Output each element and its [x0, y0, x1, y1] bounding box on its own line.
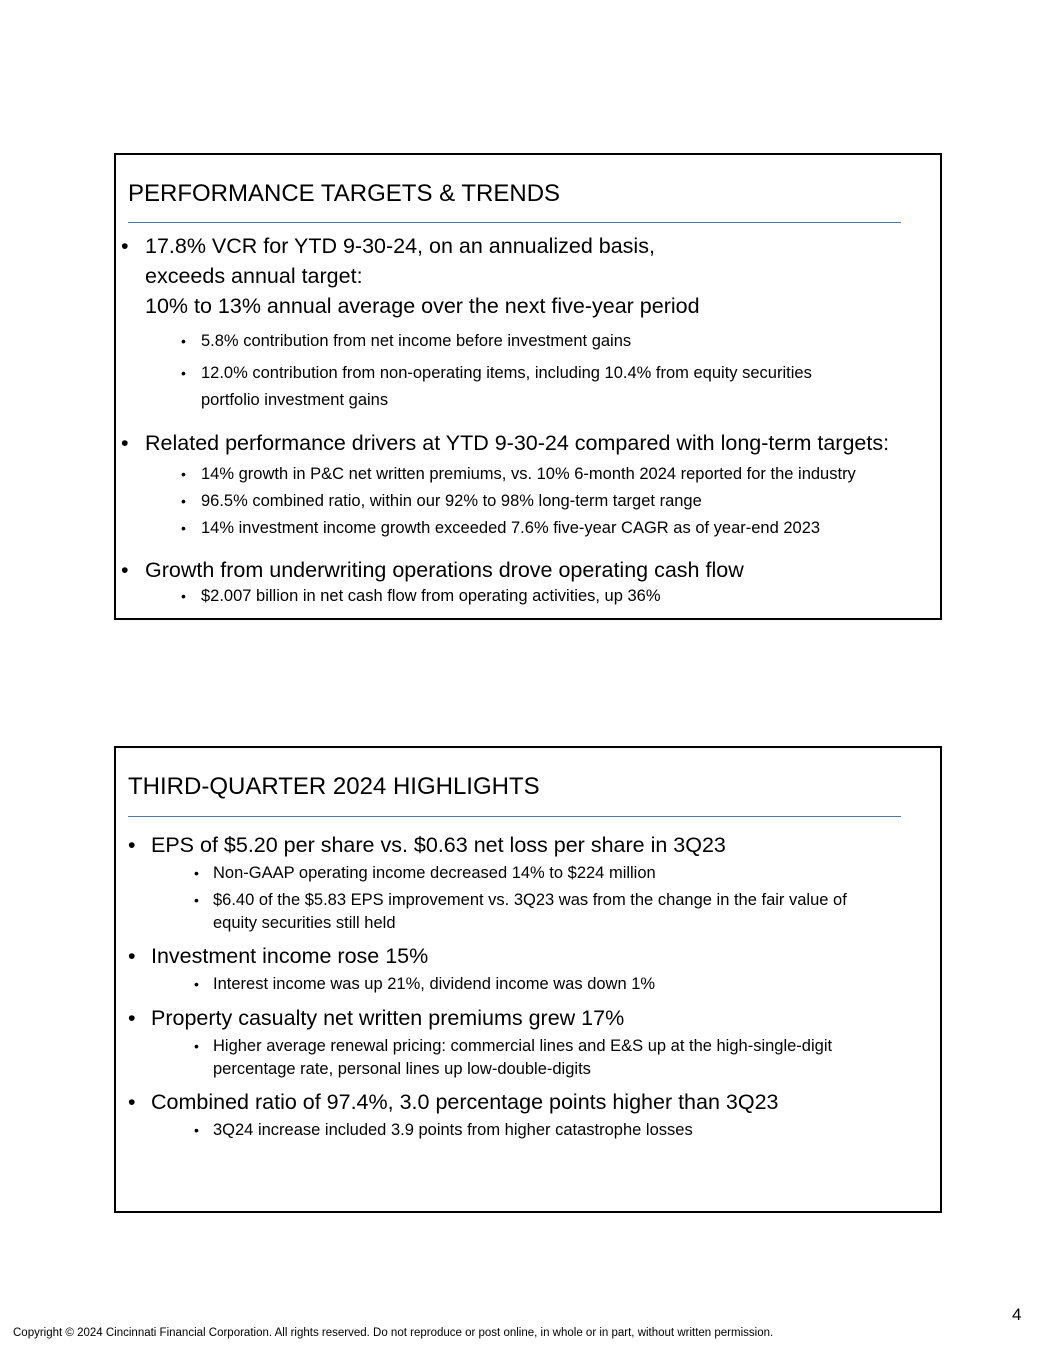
main-bullet [116, 1004, 940, 1081]
sub-bullet-marker: • [194, 865, 199, 881]
sub-bullet-text: portfolio investment gains [201, 391, 389, 409]
sub-bullet [151, 1119, 940, 1142]
sub-bullet-text: equity securities still held [213, 914, 396, 932]
bullet-marker: • [128, 944, 136, 968]
copyright-notice: Copyright © 2024 Cincinnati Financial Corporation. All rights reserved. Do not reproduce or post online, in whole or in part, without written permission. [13, 1327, 774, 1339]
sub-bullet-list [145, 328, 940, 414]
sub-bullet [145, 360, 940, 414]
sub-bullet-text: 3Q24 increase included 3.9 points from higher catastrophe losses [213, 1121, 693, 1139]
bullet-text: 10% to 13% annual average over the next five-year period [145, 294, 700, 318]
sub-bullet [151, 862, 940, 885]
bullet-text: Growth from underwriting operations drove operating cash flow [145, 558, 744, 582]
bullet-text: Investment income rose 15% [151, 944, 429, 968]
bullet-marker: • [121, 558, 129, 582]
sub-bullet-list [145, 585, 940, 607]
sub-bullet-list [151, 1035, 940, 1081]
sub-bullet-marker: • [194, 1122, 199, 1138]
bullet-text: exceeds annual target: [145, 264, 363, 288]
sub-bullet-list [145, 461, 940, 542]
slide-title: THIRD-QUARTER 2024 HIGHLIGHTS [128, 773, 540, 800]
sub-bullet-text: $2.007 billion in net cash flow from operating activities, up 36% [201, 587, 661, 605]
sub-bullet-text: 14% growth in P&C net written premiums, vs. 10% 6-month 2024 reported for the industry [201, 465, 856, 483]
bullet-marker: • [121, 431, 129, 455]
bullet-text: Property casualty net written premiums grew 17% [151, 1006, 625, 1030]
sub-bullet-list [151, 1119, 940, 1142]
bullet-text: Related performance drivers at YTD 9-30-24 compared with long-term targets: [145, 431, 890, 455]
sub-bullet-text: Higher average renewal pricing: commercial lines and E&S up at the high-single-digit [213, 1037, 833, 1055]
third-quarter-highlights-slide [114, 746, 942, 1213]
sub-bullet-marker: • [194, 976, 199, 992]
sub-bullet [145, 488, 940, 515]
sub-bullet-text: $6.40 of the $5.83 EPS improvement vs. 3Q23 was from the change in the fair value of [213, 891, 847, 909]
sub-bullet-text: Non-GAAP operating income decreased 14% to $224 million [213, 864, 656, 882]
sub-bullet [151, 1035, 940, 1081]
sub-bullet [151, 973, 940, 996]
sub-bullet-marker: • [194, 892, 199, 908]
sub-bullet-text: 14% investment income growth exceeded 7.6% five-year CAGR as of year-end 2023 [201, 519, 821, 537]
bullet-marker: • [128, 833, 136, 857]
bullet-list [116, 231, 940, 607]
sub-bullet-marker: • [181, 333, 186, 349]
sub-bullet-marker: • [181, 520, 186, 536]
main-bullet [116, 428, 940, 542]
bullet-text: EPS of $5.20 per share vs. $0.63 net loss per share in 3Q23 [151, 833, 726, 857]
sub-bullet-list [151, 862, 940, 935]
slide-title: PERFORMANCE TARGETS & TRENDS [128, 180, 561, 207]
sub-bullet-text: 5.8% contribution from net income before investment gains [201, 332, 632, 350]
main-bullet [116, 831, 940, 935]
bullet-list [116, 831, 940, 1142]
page-number: 4 [1012, 1305, 1022, 1324]
title-divider [128, 222, 901, 223]
sub-bullet-marker: • [181, 466, 186, 482]
sub-bullet-text: 12.0% contribution from non-operating items, including 10.4% from equity securities [201, 364, 812, 382]
sub-bullet [145, 515, 940, 542]
performance-targets-slide [114, 153, 942, 620]
sub-bullet [145, 328, 940, 355]
sub-bullet-marker: • [194, 1038, 199, 1054]
bullet-marker: • [121, 234, 129, 258]
sub-bullet-text: Interest income was up 21%, dividend income was down 1% [213, 975, 656, 993]
bullet-marker: • [128, 1006, 136, 1030]
main-bullet [116, 942, 940, 996]
sub-bullet [145, 461, 940, 488]
bullet-marker: • [128, 1090, 136, 1114]
sub-bullet [151, 889, 940, 935]
sub-bullet-text: percentage rate, personal lines up low-double-digits [213, 1060, 591, 1078]
sub-bullet-marker: • [181, 493, 186, 509]
main-bullet [116, 555, 940, 607]
main-bullet [116, 231, 940, 414]
title-divider [128, 816, 901, 817]
sub-bullet-list [151, 973, 940, 996]
sub-bullet-text: 96.5% combined ratio, within our 92% to 98% long-term target range [201, 492, 702, 510]
sub-bullet-marker: • [181, 365, 186, 381]
bullet-text: 17.8% VCR for YTD 9-30-24, on an annualized basis, [145, 234, 655, 258]
bullet-text: Combined ratio of 97.4%, 3.0 percentage points higher than 3Q23 [151, 1090, 779, 1114]
sub-bullet [145, 585, 940, 607]
sub-bullet-marker: • [181, 588, 186, 604]
main-bullet [116, 1088, 940, 1142]
